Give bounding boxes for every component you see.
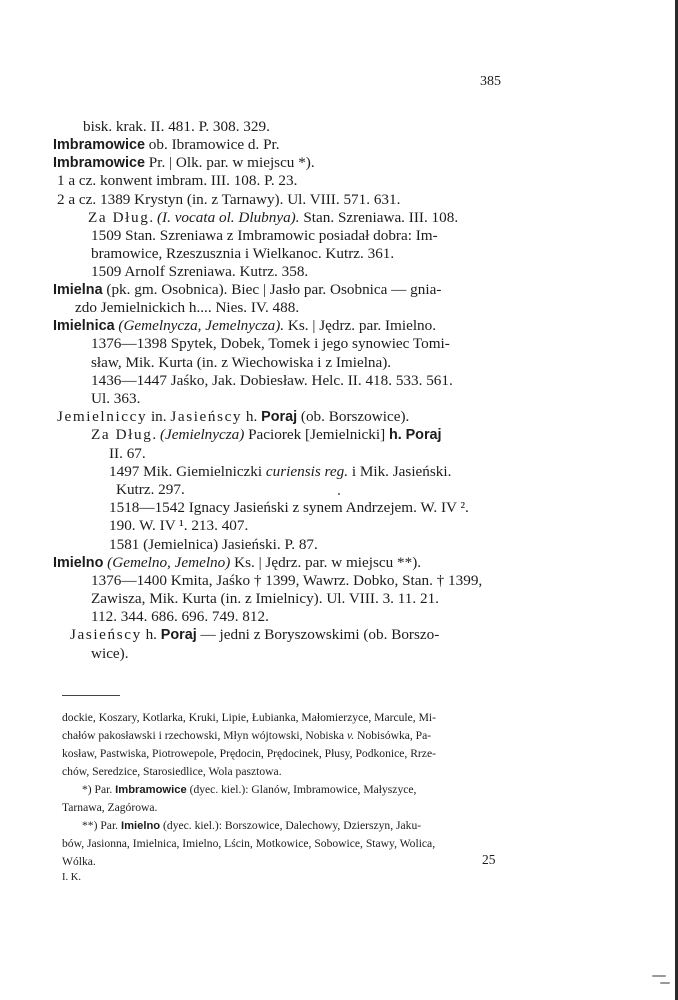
text-segment: i Mik. Jasieński. — [348, 463, 452, 480]
footnote-line — [62, 800, 157, 816]
text-segment: (pk. gm. Osobnica). Biec | Jasło par. Osobnica — gnia- — [102, 281, 442, 298]
footnote-segment: chałów pakosławski i rzechowski, Młyn wójtowski, Nobiska — [62, 729, 347, 742]
text-line — [109, 463, 451, 481]
text-segment: Poraj — [405, 427, 442, 443]
text-segment: (Gemelnycza, Jemelnycza). — [118, 317, 285, 334]
text-segment: Jasieńscy — [170, 408, 243, 425]
text-segment: Jasieńscy — [70, 626, 142, 643]
footnote-segment: Tarnawa, Zagórowa. — [62, 801, 158, 814]
footnote-line — [62, 728, 431, 744]
footnote-segment: Wólka. — [62, 855, 96, 868]
footnote-segment: *) Par. — [82, 783, 116, 796]
text-segment: Jemielniccy — [57, 408, 148, 425]
text-line — [53, 154, 315, 172]
text-segment: Ks. | Jędrz. par. Imielno. — [284, 317, 437, 334]
text-line — [53, 554, 421, 572]
text-line — [53, 136, 280, 154]
text-segment: 1497 Mik. Giemielniczki — [109, 463, 266, 480]
text-line — [91, 608, 269, 626]
footnote-segment: bów, Jasionna, Imielnica, Imielno, Lścin, Motkowice, Sobowice, Stawy, Wolica, — [62, 837, 436, 850]
text-segment: Ul. 363. — [91, 390, 141, 407]
text-line — [91, 572, 482, 590]
footnote-separator — [62, 695, 120, 696]
sheet-number: 25 — [482, 852, 496, 867]
text-line — [91, 390, 140, 408]
text-segment: Zawisza, Mik. Kurta (in. z Imielnicy). Ul. VIII. 3. 11. 21. — [91, 590, 439, 607]
footnote-segment: Imielno — [120, 820, 161, 832]
text-segment: Ks. | Jędrz. par. w miejscu **). — [230, 554, 422, 571]
footnote-segment: (dyec. kiel.): Borszowice, Dalechowy, Dzierszyn, Jaku- — [160, 819, 422, 832]
text-segment: ob. Ibramowice d. Pr. — [144, 136, 280, 153]
footnote-line — [62, 764, 282, 780]
footnote-line — [62, 746, 436, 762]
text-segment: 2 a cz. 1389 Krystyn (in. z Tarnawy). Ul. VIII. 571. 631. — [57, 191, 401, 208]
text-line — [75, 299, 299, 317]
text-line — [53, 281, 441, 299]
text-segment: Kutrz. 297. — [116, 481, 185, 498]
text-segment: 1509 Arnolf Szreniawa. Kutrz. 358. — [91, 263, 309, 280]
text-line — [116, 481, 185, 499]
text-segment: . — [152, 426, 160, 443]
text-line — [91, 426, 442, 444]
text-segment: curiensis reg. — [265, 463, 349, 480]
footnote-segment: kosław, Pastwiska, Piotrowepole, Prędocin, Prędocinek, Płusy, Podkonice, Rrze- — [62, 747, 436, 760]
text-line — [53, 317, 436, 335]
text-segment: Za Dług — [91, 426, 153, 443]
text-segment: (I. vocata ol. Dlubnya). — [156, 209, 300, 226]
text-segment: bisk. krak. II. 481. P. 308. 329. — [83, 118, 270, 135]
text-line — [83, 118, 270, 136]
text-segment: 190. W. IV ¹. 213. 407. — [109, 517, 249, 534]
footnote-segment: (dyec. kiel.): Glanów, Imbramowice, Małyszyce, — [186, 783, 417, 796]
text-segment: — jedni z Boryszowskimi (ob. Borszo- — [196, 626, 440, 643]
paper-speck — [660, 982, 670, 984]
text-segment: 1 a cz. konwent imbram. III. 108. P. 23. — [57, 172, 298, 189]
text-segment: Za Dług — [88, 209, 150, 226]
footnote-line — [62, 710, 436, 726]
text-line — [70, 626, 439, 644]
text-segment: 1436—1447 Jaśko, Jak. Dobiesław. Helc. II. 418. 533. 561. — [91, 372, 453, 389]
text-segment: Imbramowice — [53, 155, 145, 171]
text-line — [91, 245, 394, 263]
text-line — [57, 408, 409, 426]
text-line — [91, 263, 308, 281]
text-line — [88, 209, 458, 227]
text-segment: 1581 (Jemielnica) Jasieński. P. 87. — [109, 536, 318, 553]
footnote-segment: chów, Seredzice, Starosiedlice, Wola pasztowa. — [62, 765, 282, 778]
text-segment: h. — [242, 408, 262, 425]
text-line — [91, 372, 453, 390]
text-segment: (Gemelno, Jemelno) — [107, 554, 231, 571]
text-segment: (Jemielnycza) — [159, 426, 245, 443]
text-segment: wice). — [91, 645, 129, 662]
text-line — [57, 191, 400, 209]
footnote-segment: v. — [346, 729, 355, 742]
text-segment: Imielno — [53, 555, 104, 571]
text-line — [91, 354, 391, 372]
text-line — [91, 645, 129, 663]
text-line — [91, 227, 438, 245]
text-line — [91, 335, 450, 353]
print-speck — [338, 493, 340, 495]
text-segment: Stan. Szreniawa. III. 108. — [299, 209, 459, 226]
text-line — [109, 517, 248, 535]
text-line — [109, 499, 469, 517]
footnote-segment: dockie, Koszary, Kotlarka, Kruki, Lipie, Łubianka, Małomierzyce, Marcule, Mi- — [62, 711, 436, 724]
footnote-segment: Imbramowice — [115, 784, 187, 796]
text-segment: (ob. Borszowice). — [297, 408, 410, 425]
text-segment: Paciorek [Jemielnicki] — [244, 426, 389, 443]
footnote-line — [62, 836, 435, 852]
text-segment: Imielna — [53, 282, 103, 298]
text-segment: Pr. | Olk. par. w miejscu *). — [144, 154, 315, 171]
text-segment: Poraj — [160, 627, 197, 643]
text-segment: 1509 Stan. Szreniawa z Imbramowic posiadał dobra: Im- — [91, 227, 438, 244]
text-segment: Imbramowice — [53, 137, 145, 153]
text-segment: zdo Jemielnickich h.... Nies. IV. 488. — [75, 299, 300, 316]
text-segment: sław, Mik. Kurta (in. z Wiechowiska i z Imielna). — [91, 354, 392, 371]
footnote-segment: Nobisówka, Pa- — [354, 729, 432, 742]
text-segment: 1518—1542 Ignacy Jasieński z synem Andrzejem. W. IV ². — [109, 499, 469, 516]
text-segment: . — [149, 209, 157, 226]
text-segment: II. 67. — [109, 445, 146, 462]
text-segment: Imielnica — [53, 318, 115, 334]
paper-speck — [652, 975, 666, 977]
text-line — [91, 590, 439, 608]
text-segment: in. — [147, 408, 171, 425]
signature-mark: I. K. — [62, 872, 81, 883]
text-segment: h. — [388, 427, 402, 443]
text-segment: 1376—1398 Spytek, Dobek, Tomek i jego synowiec Tomi- — [91, 335, 450, 352]
text-segment: Poraj — [261, 409, 298, 425]
page-number: 385 — [480, 74, 501, 89]
text-line — [109, 445, 146, 463]
text-line — [57, 172, 297, 190]
text-segment: 112. 344. 686. 696. 749. 812. — [91, 608, 269, 625]
text-line — [109, 536, 318, 554]
footnote-line — [62, 854, 96, 870]
text-segment: 1376—1400 Kmita, Jaśko † 1399, Wawrz. Dobko, Stan. † 1399, — [91, 572, 483, 589]
text-segment: h. — [141, 626, 161, 643]
footnote-line — [82, 782, 416, 798]
footnote-segment: **) Par. — [82, 819, 121, 832]
text-segment: bramowice, Rzeszusznia i Wielkanoc. Kutrz. 361. — [91, 245, 395, 262]
footnote-line — [82, 818, 421, 834]
